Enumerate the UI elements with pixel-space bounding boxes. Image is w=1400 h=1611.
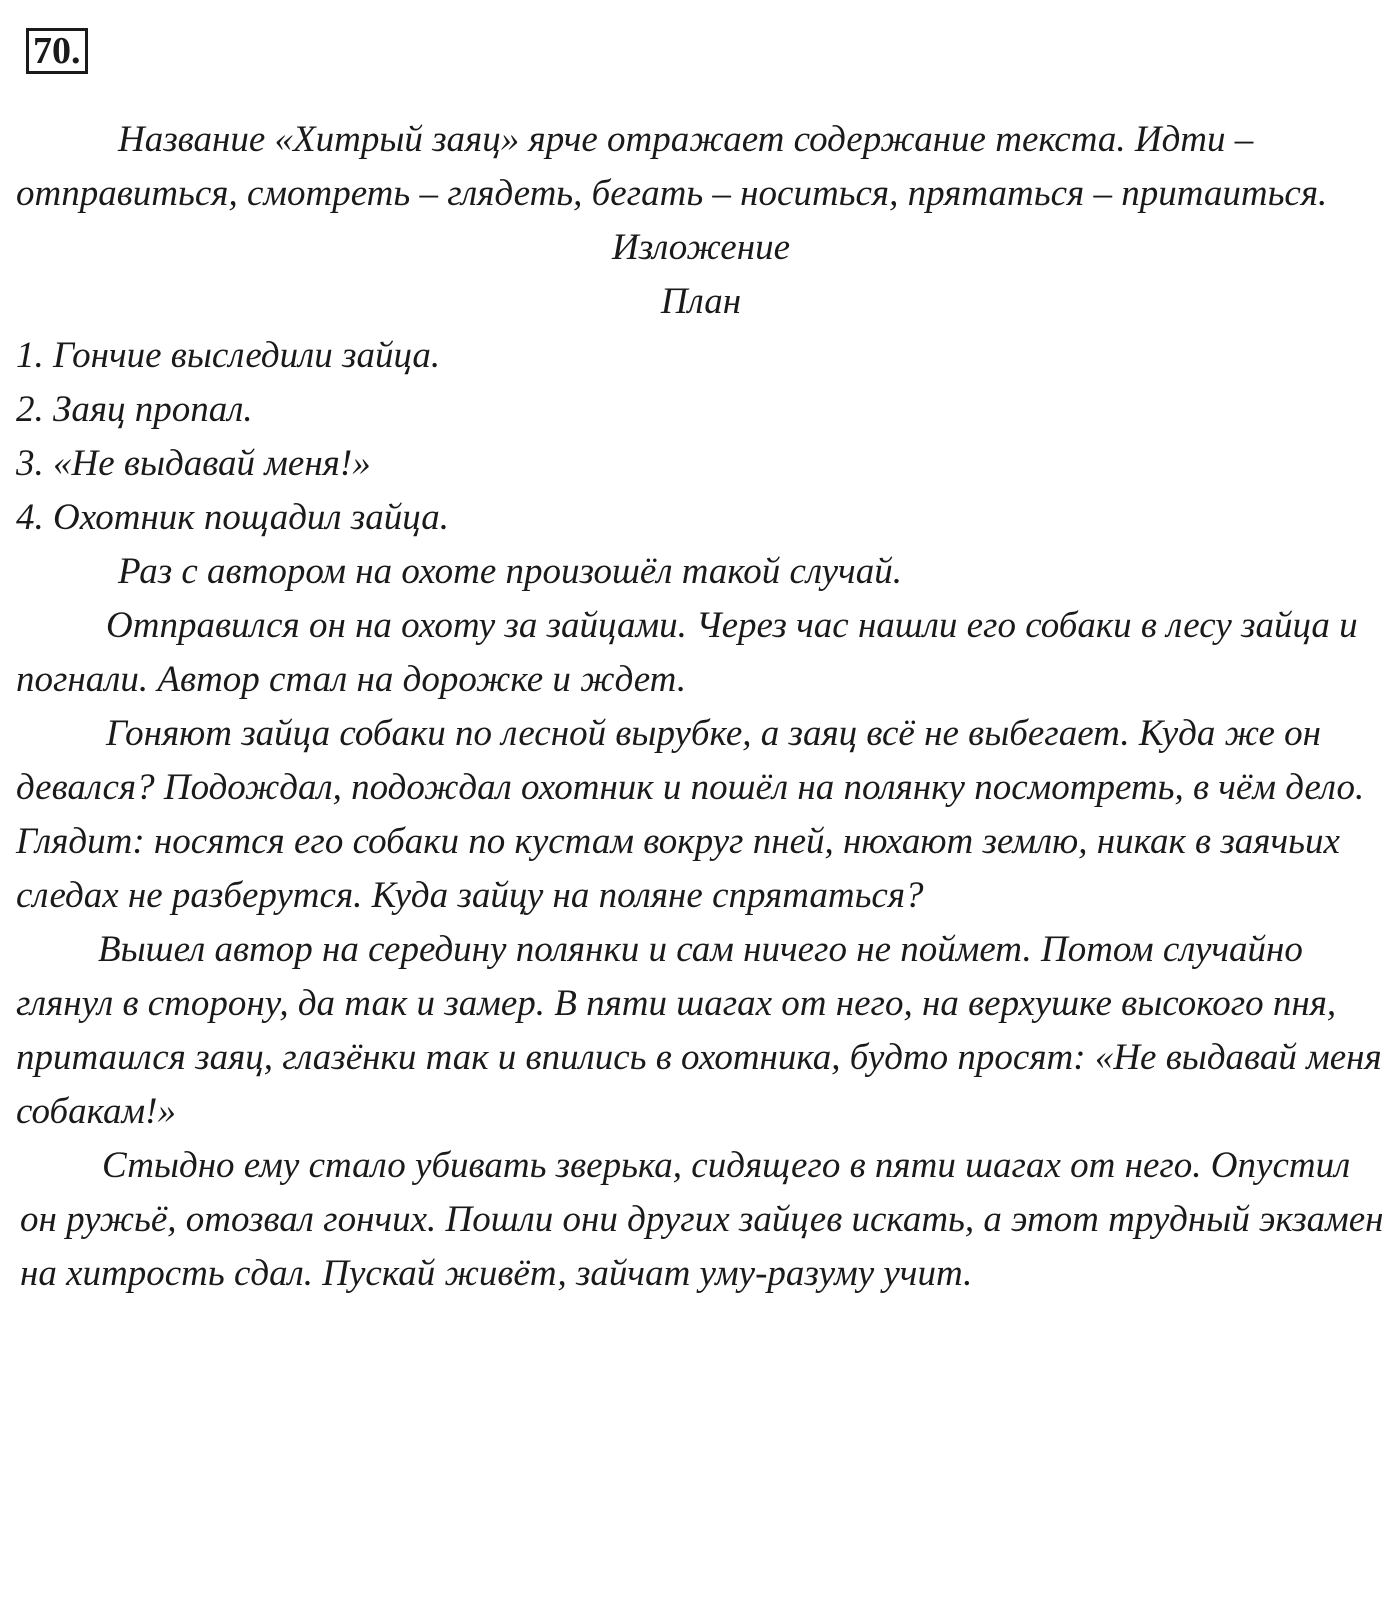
plan-item: 2. Заяц пропал.	[16, 389, 253, 430]
plan-list	[16, 329, 1386, 545]
essay-heading: Изложение	[611, 227, 791, 268]
plan-item: 4. Охотник пощадил зайца.	[16, 497, 449, 538]
story-paragraph: Стыдно ему стало убивать зверька, сидящего в пяти шагах от него. Опустил он ружьё, отозвал гончих. Пошли они других зайцев искать, а этот трудный экзамен на хитрость сдал. Пускай живёт, зайчат уму-разуму учит.	[20, 1145, 1384, 1294]
task-number: 70.	[26, 28, 88, 74]
story-paragraph: Раз с автором на охоте произошёл такой случай.	[118, 551, 902, 592]
plan-item: 3. «Не выдавай меня!»	[16, 443, 371, 484]
intro-paragraph: Название «Хитрый заяц» ярче отражает содержание текста. Идти – отправиться, смотреть – глядеть, бегать – носиться, прятаться – притаиться.	[16, 119, 1328, 214]
plan-title: План	[660, 281, 742, 322]
story-paragraph: Вышел автор на середину полянки и сам ничего не поймет. Потом случайно глянул в сторону, да так и замер. В пяти шагах от него, на верхушке высокого пня, притаился заяц, глазёнки так и впились в охотника, будто просят: «Не выдавай меня собакам!»	[16, 929, 1382, 1132]
story-paragraph: Гоняют зайца собаки по лесной вырубке, а заяц всё не выбегает. Куда же он девался? Подождал, подождал охотник и пошёл на полянку посмотреть, в чём дело. Глядит: носятся его собаки по кустам вокруг пней, нюхают землю, никак в заячьих следах не разберутся. Куда зайцу на поляне спрятаться?	[16, 713, 1365, 916]
document-body	[16, 113, 1386, 1301]
story-paragraph: Отправился он на охоту за зайцами. Через час нашли его собаки в лесу зайца и погнали. Автор стал на дорожке и ждет.	[16, 605, 1358, 700]
plan-item: 1. Гончие выследили зайца.	[16, 335, 441, 376]
